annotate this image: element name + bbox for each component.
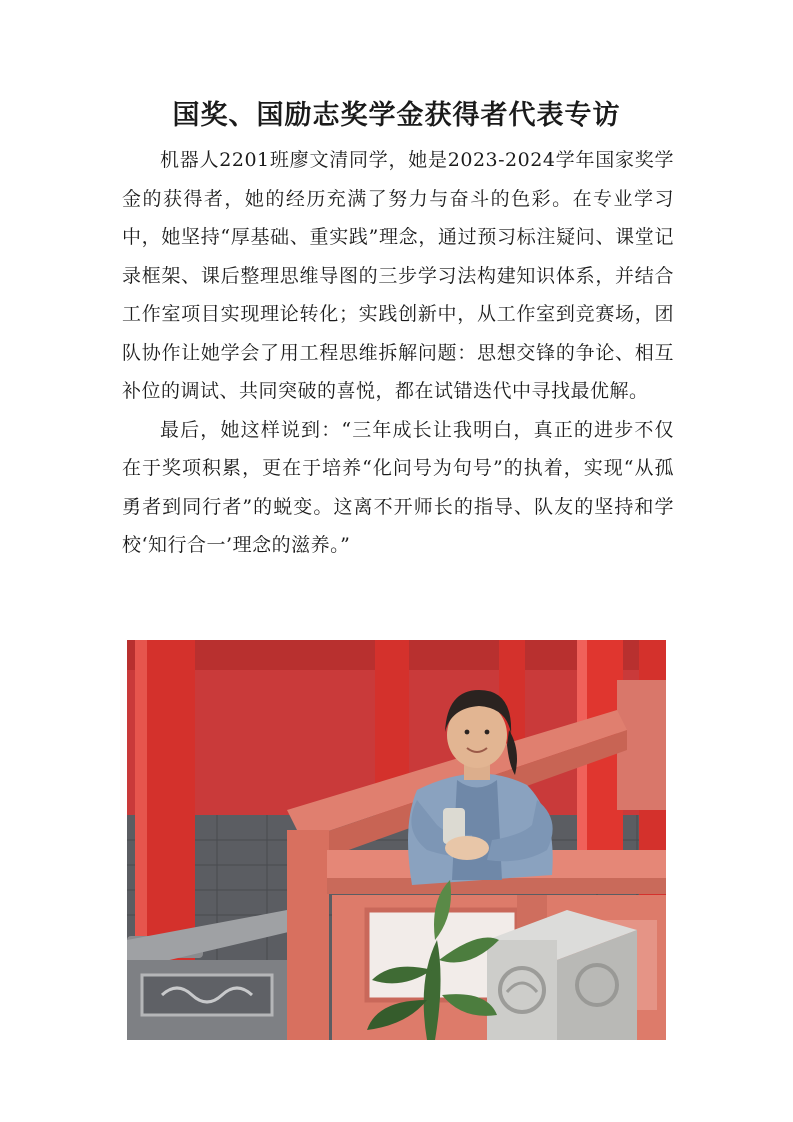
- paragraph-2: 最后，她这样说到：“三年成长让我明白，真正的进步不仅在于奖项积累，更在于培养“化问号为句号”的执着，实现“从孤勇者到同行者”的蜕变。这离不开师长的指导、队友的坚持和学校‘知行合一’理念的滋养。”: [122, 418, 674, 556]
- student-photo: [127, 640, 666, 1040]
- article-body: [122, 141, 674, 565]
- page-title: 国奖、国励志奖学金获得者代表专访: [172, 100, 621, 131]
- paragraph-1: 机器人2201班廖文清同学，她是2023-2024学年国家奖学金的获得者，她的经历充满了努力与奋斗的色彩。在专业学习中，她坚持“厚基础、重实践”理念，通过预习标注疑问、课堂记录框架、课后整理思维导图的三步学习法构建知识体系，并结合工作室项目实现理论转化；实践创新中，从工作室到竞赛场，团队协作让她学会了用工程思维拆解问题：思想交锋的争论、相互补位的调试、共同突破的喜悦，都在试错迭代中寻找最优解。: [122, 149, 674, 402]
